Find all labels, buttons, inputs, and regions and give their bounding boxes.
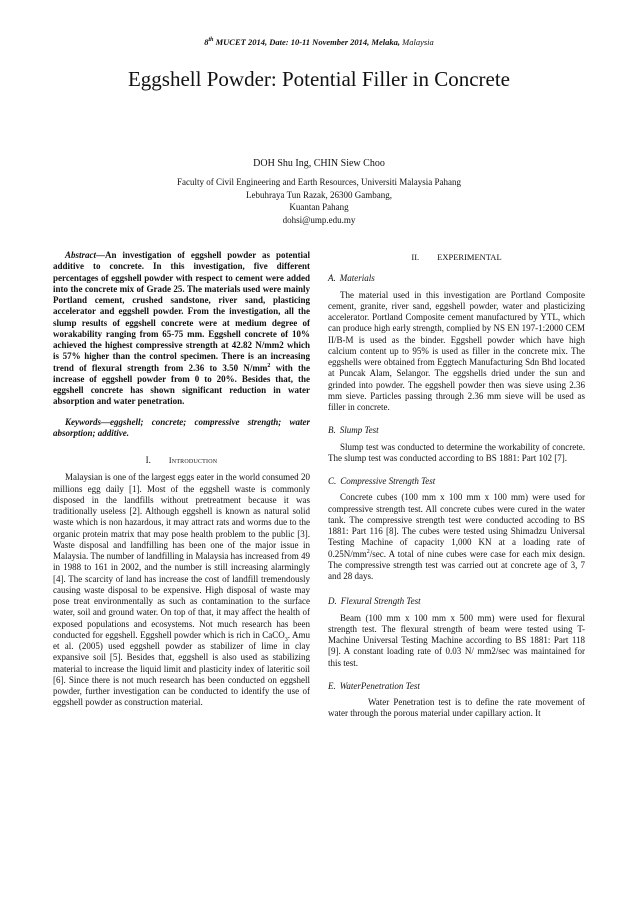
- keywords: [53, 417, 310, 440]
- keywords-lead: Keywords: [65, 416, 101, 427]
- subsection-name: WaterPenetration Test: [339, 680, 420, 691]
- section-heading-introduction: [53, 455, 310, 466]
- subsection-heading-water-penetration: [328, 681, 585, 692]
- water-penetration-paragraph: Water Penetration test is to define the rate movement of water through the porous material under capillary action. It: [328, 697, 585, 719]
- authors: DOH Shu Ing, CHIN Siew Choo: [253, 158, 385, 169]
- subsection-letter: C.: [328, 476, 337, 486]
- subsection-heading-compressive: [328, 476, 585, 487]
- paper-title: Eggshell Powder: Potential Filler in Concrete: [127, 67, 511, 91]
- header-location: Malaysia: [400, 37, 434, 47]
- compressive-paragraph: [328, 492, 585, 582]
- introduction-paragraph: [53, 472, 310, 708]
- subsection-name: Materials: [339, 273, 375, 284]
- right-column: [328, 252, 585, 720]
- keywords-text: —eggshell; concrete; compressive strength; water absorption; additive.: [53, 416, 310, 438]
- affiliation-line: Faculty of Civil Engineering and Earth Resources, Universiti Malaysia Pahang: [177, 177, 461, 187]
- materials-paragraph: The material used in this investigation are Portland Composite cement, granite, river sand, eggshell powder, water and plasticizing accelerator. Portland Composite cement manufactured by YTL, which can produce high early strength, complied by NS EN 197-1:2000 CEM II/B-M is used as the binder. Eggshell powder which have high calcium content up to 95% is used as filler in the concrete mix. The eggshells were obtained from Eggtech Manufacturing Sdn Bhd located at Puncak Alam, Selangor. The eggshells dried under the sun and grinded into powder. The eggshell powder then was sieve using 2.36 mm sieve. Particles passing through 2.36 mm sieve will be used as filler in concrete.: [328, 289, 585, 412]
- affiliation-line: Lebuhraya Tun Razak, 26300 Gambang,: [246, 189, 392, 200]
- subsection-name: Compressive Strength Test: [340, 476, 436, 486]
- flexural-paragraph: Beam (100 mm x 100 mm x 500 mm) were used for flexural strength test. The flexural strength of beam were tested using T-Machine Universal Testing Machine according to BS 1881: Part 118 [9]. A constant loading rate of 0.03 N/ mm2/sec was maintained for this test.: [328, 612, 585, 668]
- abstract-sup: 2: [267, 362, 271, 369]
- intro-sub: 3: [284, 636, 288, 643]
- subsection-letter: E.: [328, 680, 336, 691]
- header-conference: MUCET 2014, Date: 10-11 November 2014, Melaka,: [213, 37, 400, 47]
- compressive-sup: 2: [366, 548, 370, 555]
- abstract-lead: Abstract: [65, 250, 97, 260]
- section-name: EXPERIMENTAL: [437, 252, 502, 262]
- abstract-text: —An investigation of eggshell powder as potential additive to concrete. In this investigation, five different percentages of eggshell powder with respect to cement were added into the concrete mix of Grade 25. The materials used were mainly Portland cement, crushed sandstone, river sand, plasticing accelerator and eggshell powder. From the investigation, all the slump results of eggshell concrete were at medium degree of worakability ranging from 65-75 mm. Eggshell concrete of 10% achieved the highest compressive strength at 42.82 N/mm2 which is 57% higher than the control specimen. There is an increasing trend of flexural strength from 2.36 to 3.50 N/mm: [53, 250, 310, 373]
- left-column: [53, 250, 310, 709]
- section-number: I.: [145, 455, 151, 465]
- subsection-heading-flexural: [328, 596, 585, 607]
- intro-text-2: . Amu et al. (2005) used eggshell powder as stabilizer of lime in clay expansive soil [5]. Besides that, eggshell is also used as stabilizing material to increase the liquid limit and plasticity index of lateritic soil [6]. Since there is not much research has been conducted on eggshell powder, further investigation can be conducted to identify the use of eggshell powder as construction material.: [53, 629, 310, 708]
- subsection-name: Flexural Strength Test: [340, 596, 421, 607]
- author-email[interactable]: dohsi@ump.edu.my: [282, 214, 356, 225]
- header-ordinal: 8: [204, 37, 209, 47]
- section-number: II.: [411, 252, 420, 262]
- subsection-letter: B.: [328, 425, 336, 436]
- subsection-name: Slump Test: [339, 425, 379, 436]
- section-heading-experimental: [328, 252, 585, 263]
- affiliation-line: Kuantan Pahang: [289, 202, 349, 212]
- abstract-text-2: with the increase of eggshell powder from 0 to 20%. Besides that, the eggshell concrete has shown significant reduction in water absorption and water penetration.: [53, 362, 310, 407]
- affiliation: [0, 176, 638, 226]
- slump-paragraph: Slump test was conducted to determine the workability of concrete. The slump test was conducted according to BS 1881: Part 102 [7].: [328, 441, 585, 463]
- subsection-letter: A.: [328, 273, 336, 284]
- compressive-text: Concrete cubes (100 mm x 100 mm x 100 mm) were used for compressive strength test. All concrete cubes were cured in the water tank. The compressive strength test were conducted accoding to BS 1881: Part 116 [8]. The cubes were tested using Shimadzu Universal Testing Machine of capacity 1,000 KN at a loading rate of 0.25N/mm: [328, 492, 585, 559]
- section-name: Introduction: [168, 456, 218, 465]
- intro-text: Malaysian is one of the largest eggs eater in the world consumed 20 millions egg daily [1]. Most of the eggshell waste is commonly disposed in the landfills without pretreatment because it was traditionally useless [2]. Although eggshell is known as natural solid waste which is non hazardous, it may attract rats and worms due to the organic protein matrix that may pose health problem to the public [3]. Waste disposal and landfilling has been one of the major issue in Malaysia. The number of landfilling in Malaysia has increased from 49 in 1988 to 161 in 2002, and the number is still increasing alarmingly [4]. The scarcity of land has increase the cost of landfill tremendously causing waste disposal to be expensive. High disposal of waste may pose treat environmentally as such as contamination to the surface water, soil and ground water. On top of that, it may affect the health of exposed populations and ecosystems. Not much research has been conducted for eggshell. Eggshell powder which is rich in CaCO: [53, 472, 310, 640]
- abstract: [53, 250, 310, 408]
- subsection-heading-materials: [328, 273, 585, 284]
- compressive-text-2: /sec. A total of nine cubes were case for each mix design. The compressive strength test was carried out at concrete age of 3, 7 and 28 days.: [328, 548, 585, 581]
- subsection-heading-slump: [328, 425, 585, 436]
- header-ordinal-suffix: th: [208, 37, 214, 44]
- conference-header: [0, 37, 638, 47]
- subsection-letter: D.: [328, 596, 337, 607]
